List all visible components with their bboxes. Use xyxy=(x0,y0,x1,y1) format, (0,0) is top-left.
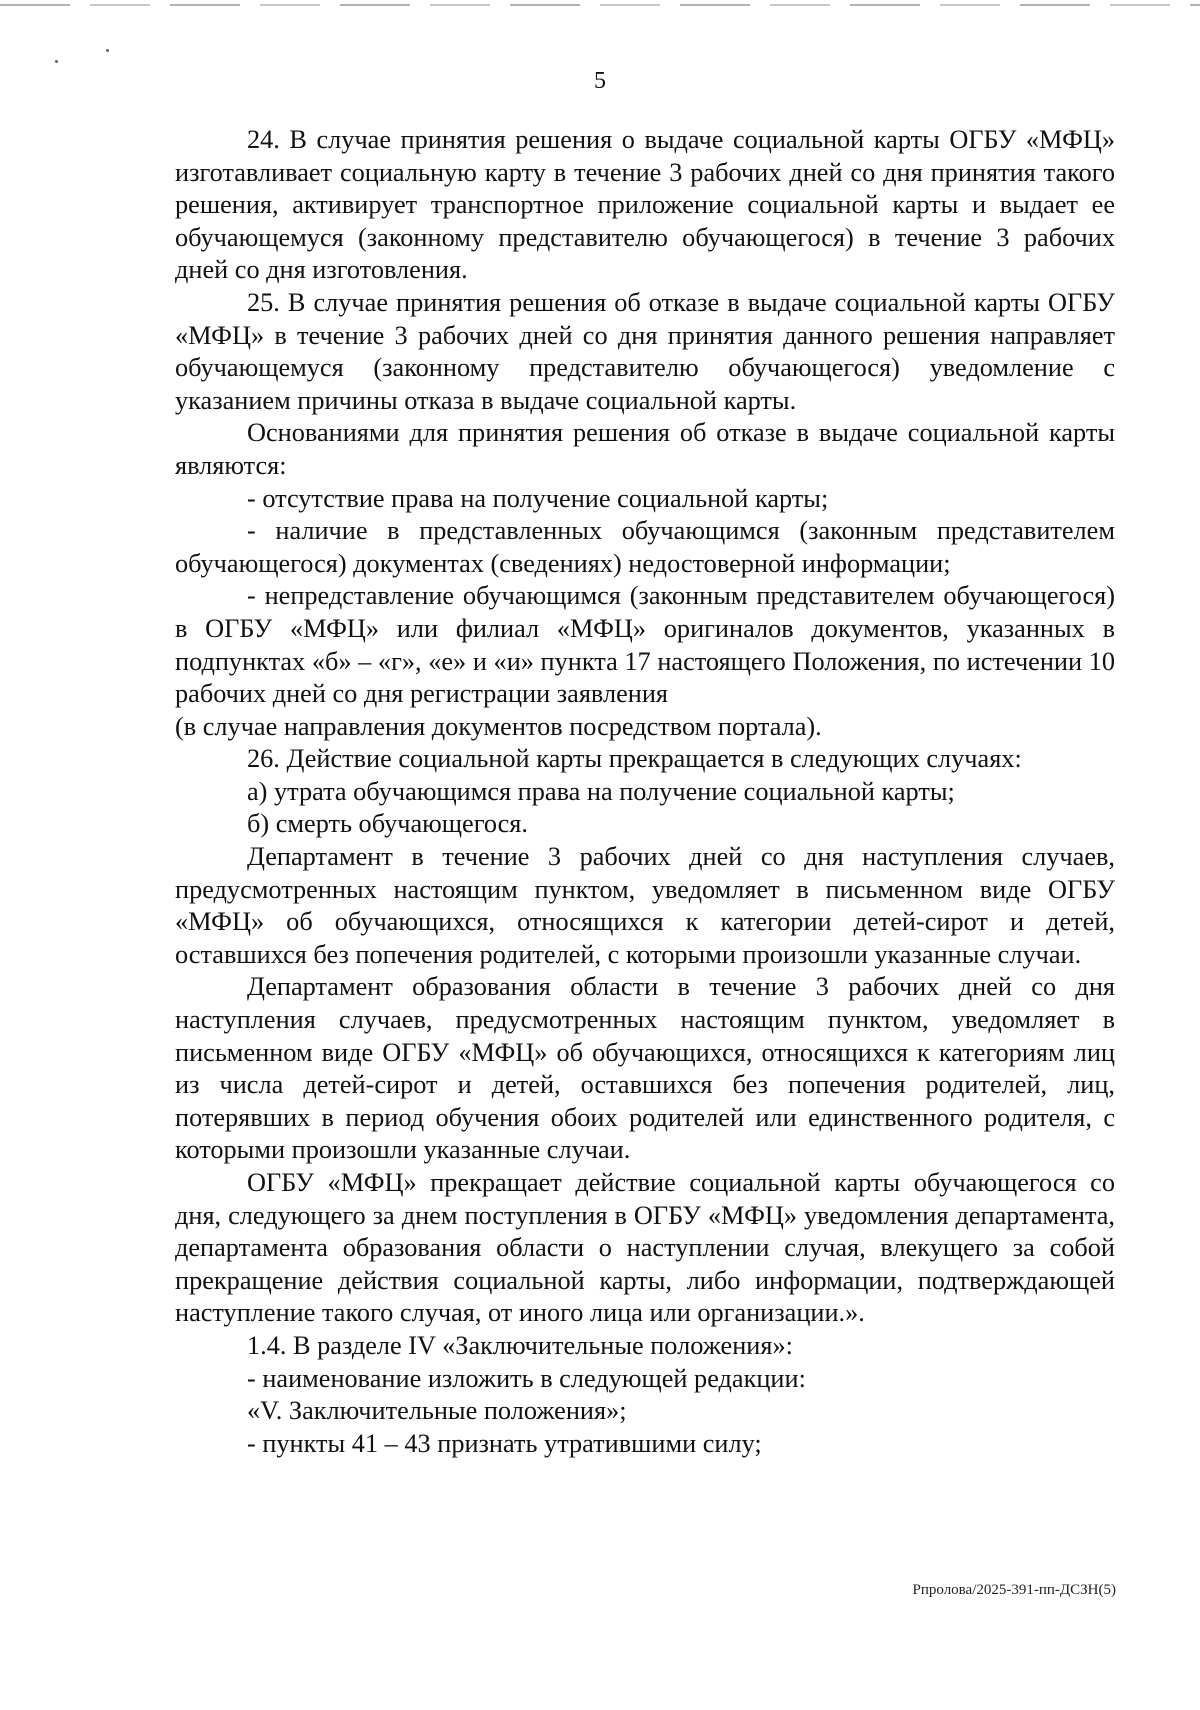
paragraph-portal-note: (в случае направления документов посредством портала). xyxy=(175,711,822,741)
paragraph-education-department-notice: Департамент образования области в течение 3 рабочих дней со дня наступления случаев, предусмотренных настоящим пунктом, уведомляет в письменном виде ОГБУ «МФЦ» об обучающихся, относящихся к категориям лиц из числа детей-сирот и детей, оставшихся без попечения родителей, лиц, потерявших в период обучения обоих родителей или единственного родителя, с которыми произошли указанные случаи. xyxy=(175,972,1115,1165)
scan-speck xyxy=(106,49,109,52)
list-item-no-right: - отсутствие права на получение социальной карты; xyxy=(247,483,829,513)
document-body xyxy=(175,124,1115,1460)
list-item-b: б) смерть обучающегося. xyxy=(247,809,528,839)
paragraph-item-25: 25. В случае принятия решения об отказе в выдаче социальной карты ОГБУ «МФЦ» в течение 3 рабочих дней со дня принятия данного решения направляет обучающемуся (законному представителю обучающегося) уведомление с указанием причины отказа в выдаче социальной карты. xyxy=(175,287,1115,415)
list-item-repeal: - пункты 41 – 43 признать утратившими силу; xyxy=(247,1428,762,1458)
list-item-false-info: - наличие в представленных обучающимся (законным представителем обучающегося) документах (сведениях) недостоверной информации; xyxy=(175,516,1115,578)
paragraph-item-24: 24. В случае принятия решения о выдаче социальной карты ОГБУ «МФЦ» изготавливает социальную карту в течение 3 рабочих дней со дня принятия такого решения, активирует транспортное приложение социальной карты и выдает ее обучающемуся (законному представителю обучающегося) в течение 3 рабочих дней со дня изготовления. xyxy=(175,125,1115,285)
page-number: 5 xyxy=(594,68,606,94)
scan-speck xyxy=(55,60,58,63)
paragraph-new-title: «V. Заключительные положения»; xyxy=(247,1396,627,1426)
list-item-a: а) утрата обучающимся права на получение социальной карты; xyxy=(247,776,955,806)
paragraph-item-1-4: 1.4. В разделе IV «Заключительные положения»: xyxy=(247,1330,793,1360)
list-item-no-originals: - непредставление обучающимся (законным представителем обучающегося) в ОГБУ «МФЦ» или филиал «МФЦ» оригиналов документов, указанных в подпунктах «б» – «г», «е» и «и» пункта 17 настоящего Положения, по истечении 10 рабочих дней со дня регистрации заявления xyxy=(175,581,1115,709)
scan-edge-artifact xyxy=(0,4,1200,6)
paragraph-mfc-termination: ОГБУ «МФЦ» прекращает действие социальной карты обучающегося со дня, следующего за днем поступления в ОГБУ «МФЦ» уведомления департамента, департамента образования области о наступлении случая, влекущего за собой прекращение действия социальной карты, либо информации, подтверждающей наступление такого случая, от иного лица или организации.». xyxy=(175,1168,1115,1328)
paragraph-refusal-grounds: Основаниями для принятия решения об отказе в выдаче социальной карты являются: xyxy=(175,418,1115,480)
list-item-title-change: - наименование изложить в следующей редакции: xyxy=(247,1363,806,1393)
footer-reference: Рпролова/2025-391-пп-ДСЗН(5) xyxy=(912,1582,1116,1598)
paragraph-department-notice: Департамент в течение 3 рабочих дней со дня наступления случаев, предусмотренных настоящим пунктом, уведомляет в письменном виде ОГБУ «МФЦ» об обучающихся, относящихся к категории детей-сирот и детей, оставшихся без попечения родителей, с которыми произошли указанные случаи. xyxy=(175,842,1115,969)
paragraph-item-26: 26. Действие социальной карты прекращается в следующих случаях: xyxy=(247,744,1022,774)
